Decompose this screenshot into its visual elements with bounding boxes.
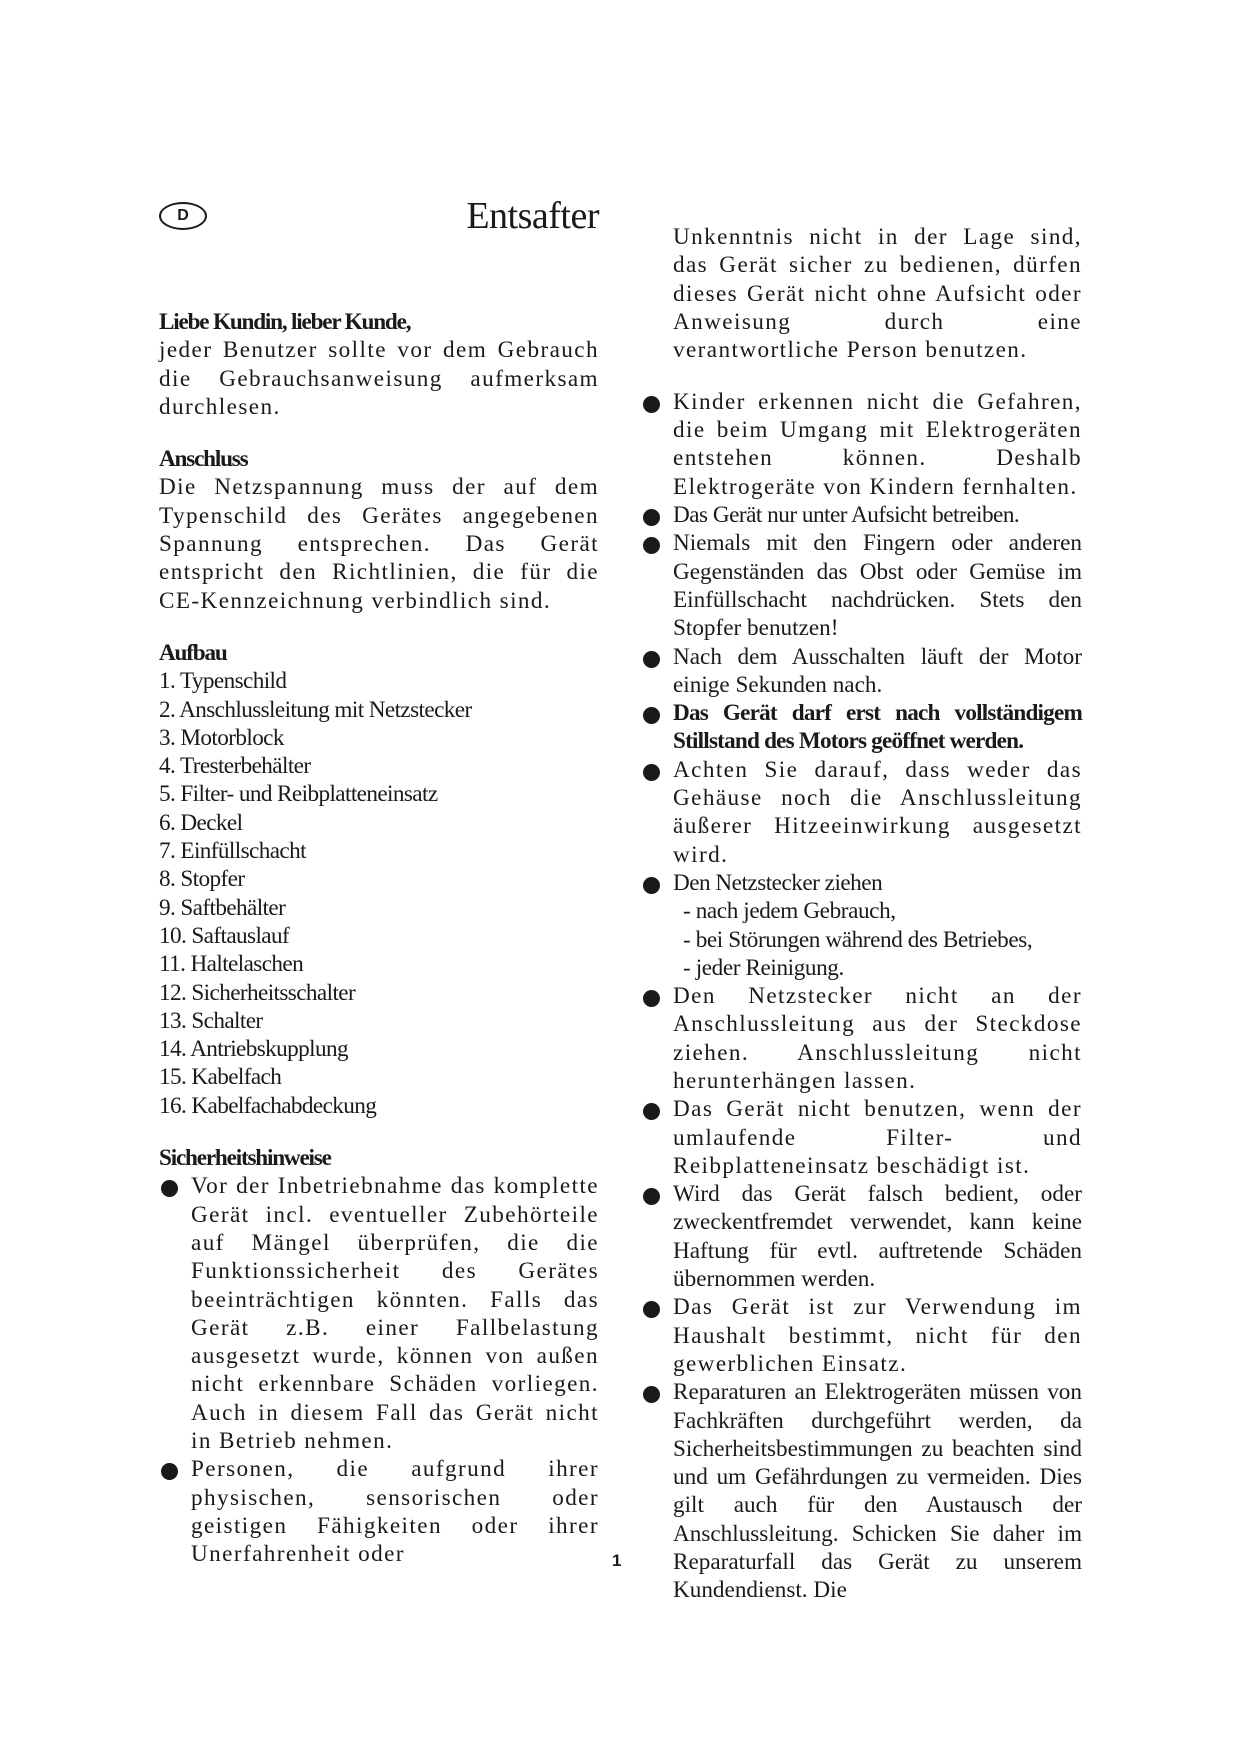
- continued-text: Unkenntnis nicht in der Lage sind, das Gerät sicher zu bedienen, dürfen dieses Gerät nicht ohne Aufsicht oder Anweisung durch eine verantwortliche Person benutzen.: [673, 224, 1082, 364]
- list-item: Reparaturen an Elektrogeräten müssen von Fachkräften durchgeführt werden, da Sicherheitsbestimmungen zu beachten sind und um Gefährdungen zu vermeiden. Dies gilt auch für den Austausch der Anschlussleitung. Schicken Sie daher im Reparaturfall das Gerät zu unserem Kundendienst. Die: [641, 1378, 1082, 1604]
- connection-heading: Anschluss: [159, 446, 248, 473]
- list-item: - nach jedem Gebrauch,: [683, 898, 896, 925]
- list-item: 3. Motorblock: [159, 724, 284, 751]
- list-item: 11. Haltelaschen: [159, 951, 304, 978]
- list-item: - jeder Reinigung.: [683, 954, 844, 981]
- list-item: 15. Kabelfach: [159, 1064, 282, 1091]
- list-item: Das Gerät darf erst nach vollständigem Stillstand des Motors geöffnet werden.: [641, 699, 1082, 756]
- list-item: Vor der Inbetriebnahme das komplette Gerät incl. eventueller Zubehörteile auf Mängel überprüfen, die die Funktionssicherheit des Gerätes beeinträchtigen könnten. Falls das Gerät z.B. einer Fallbelastung ausgesetzt wurde, können von außen nicht erkennbare Schäden vorliegen. Auch in diesem Fall das Gerät nicht in Betrieb nehmen.: [159, 1172, 599, 1455]
- unplug-cases: [641, 897, 1082, 982]
- list-item: Niemals mit den Fingern oder anderen Gegenständen das Obst oder Gemüse im Einfüllschacht nachdrücken. Stets den Stopfer benutzen!: [641, 529, 1082, 642]
- list-item: 5. Filter- und Reibplatteneinsatz: [159, 781, 438, 808]
- list-item: Nach dem Ausschalten läuft der Motor einige Sekunden nach.: [641, 643, 1082, 700]
- list-item: 9. Saftbehälter: [159, 894, 286, 921]
- right-column: [641, 200, 1082, 1605]
- list-item: 10. Saftauslauf: [159, 922, 290, 949]
- parts-list: [159, 667, 599, 1120]
- safety-list-continued: [641, 388, 1082, 897]
- safety-heading: Sicherheitshinweise: [159, 1145, 331, 1172]
- list-item: 12. Sicherheitsschalter: [159, 979, 356, 1006]
- document-title: Entsafter: [466, 195, 599, 237]
- list-item: 13. Schalter: [159, 1007, 263, 1034]
- greeting-text: jeder Benutzer sollte vor dem Gebrauch die Gebrauchsanweisung aufmerksam durchlesen.: [159, 337, 599, 420]
- page-number: 1: [612, 1551, 622, 1570]
- document-header: [159, 196, 599, 308]
- list-item: Das Gerät ist zur Verwendung im Haushalt bestimmt, nicht für den gewerblichen Einsatz.: [641, 1293, 1082, 1378]
- safety-list-continued-2: [641, 982, 1082, 1605]
- list-item: Das Gerät nicht benutzen, wenn der umlaufende Filter- und Reibplatteneinsatz beschädigt ist.: [641, 1095, 1082, 1180]
- list-item: Personen, die aufgrund ihrer physischen, sensorischen oder geistigen Fähigkeiten oder ihrer Unerfahrenheit oder: [159, 1455, 599, 1568]
- list-item: Achten Sie darauf, dass weder das Gehäuse noch die Anschlussleitung äußerer Hitzeeinwirkung ausgesetzt wird.: [641, 756, 1082, 869]
- language-badge: D: [159, 202, 207, 230]
- list-item: Kinder erkennen nicht die Gefahren, die beim Umgang mit Elektrogeräten entstehen können. Deshalb Elektrogeräte von Kindern fernhalten.: [641, 388, 1082, 501]
- construction-heading: Aufbau: [159, 639, 227, 666]
- greeting-heading: Liebe Kundin, lieber Kunde,: [159, 309, 411, 335]
- list-item: 6. Deckel: [159, 809, 243, 836]
- left-column: [159, 196, 599, 1568]
- list-item: 14. Antriebskupplung: [159, 1036, 348, 1063]
- list-item: 7. Einfüllschacht: [159, 838, 306, 865]
- connection-text: Die Netzspannung muss der auf dem Typenschild des Gerätes angegebenen Spannung entsprechen. Das Gerät entspricht den Richtlinien, die für die CE-Kennzeichnung verbindlich sind.: [159, 474, 599, 614]
- list-item: 2. Anschlussleitung mit Netzstecker: [159, 696, 472, 723]
- list-item: - bei Störungen während des Betriebes,: [683, 926, 1033, 953]
- list-item: 4. Tresterbehälter: [159, 753, 311, 780]
- safety-list: [159, 1172, 599, 1568]
- list-item: 1. Typenschild: [159, 668, 287, 695]
- list-item: 8. Stopfer: [159, 866, 245, 893]
- list-item: Wird das Gerät falsch bedient, oder zweckentfremdet verwendet, kann keine Haftung für evtl. auftretende Schäden übernommen werden.: [641, 1180, 1082, 1293]
- list-item: Den Netzstecker ziehen: [641, 869, 1082, 897]
- list-item: 16. Kabelfachabdeckung: [159, 1092, 377, 1119]
- list-item: Den Netzstecker nicht an der Anschlussleitung aus der Steckdose ziehen. Anschlussleitung nicht herunterhängen lassen.: [641, 982, 1082, 1095]
- list-item: Das Gerät nur unter Aufsicht betreiben.: [641, 501, 1082, 529]
